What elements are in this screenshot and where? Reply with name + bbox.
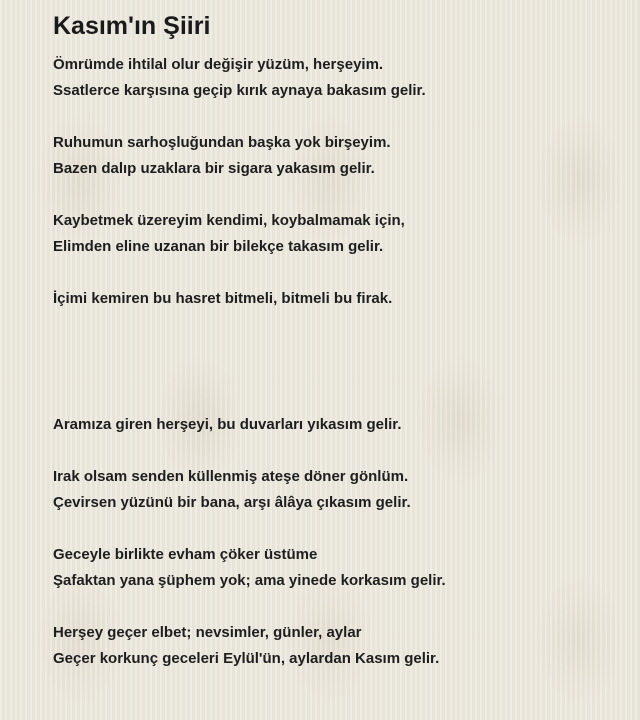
poem-line: İçimi kemiren bu hasret bitmeli, bitmeli bu firak. <box>53 290 393 307</box>
poem-line: Kaybetmek üzereyim kendimi, koybalmamak için, <box>53 212 405 229</box>
poem-line: Elimden eline uzanan bir bilekçe takasım gelir. <box>53 238 384 255</box>
poem-line: Ömrümde ihtilal olur değişir yüzüm, herşeyim. <box>53 56 384 73</box>
poem-line: Aramıza giren herşeyi, bu duvarları yıkasım gelir. <box>53 416 402 433</box>
poem-title: Kasım'ın Şiiri <box>53 12 211 40</box>
poem-line: Ruhumun sarhoşluğundan başka yok birşeyim. <box>53 134 391 151</box>
poem-line: Ssatlerce karşısına geçip kırık aynaya bakasım gelir. <box>53 82 426 99</box>
poem-line: Çevirsen yüzünü bir bana, arşı âlâya çıkasım gelir. <box>53 494 411 511</box>
poem-line: Irak olsam senden küllenmiş ateşe döner gönlüm. <box>53 468 409 485</box>
poem-line: Bazen dalıp uzaklara bir sigara yakasım gelir. <box>53 160 375 177</box>
poem-line: Geceyle birlikte evham çöker üstüme <box>53 546 318 563</box>
poem-line: Geçer korkunç geceleri Eylül'ün, aylardan Kasım gelir. <box>53 650 440 667</box>
poem-line: Herşey geçer elbet; nevsimler, günler, aylar <box>53 624 362 641</box>
poem-line: Şafaktan yana şüphem yok; ama yinede korkasım gelir. <box>53 572 446 589</box>
